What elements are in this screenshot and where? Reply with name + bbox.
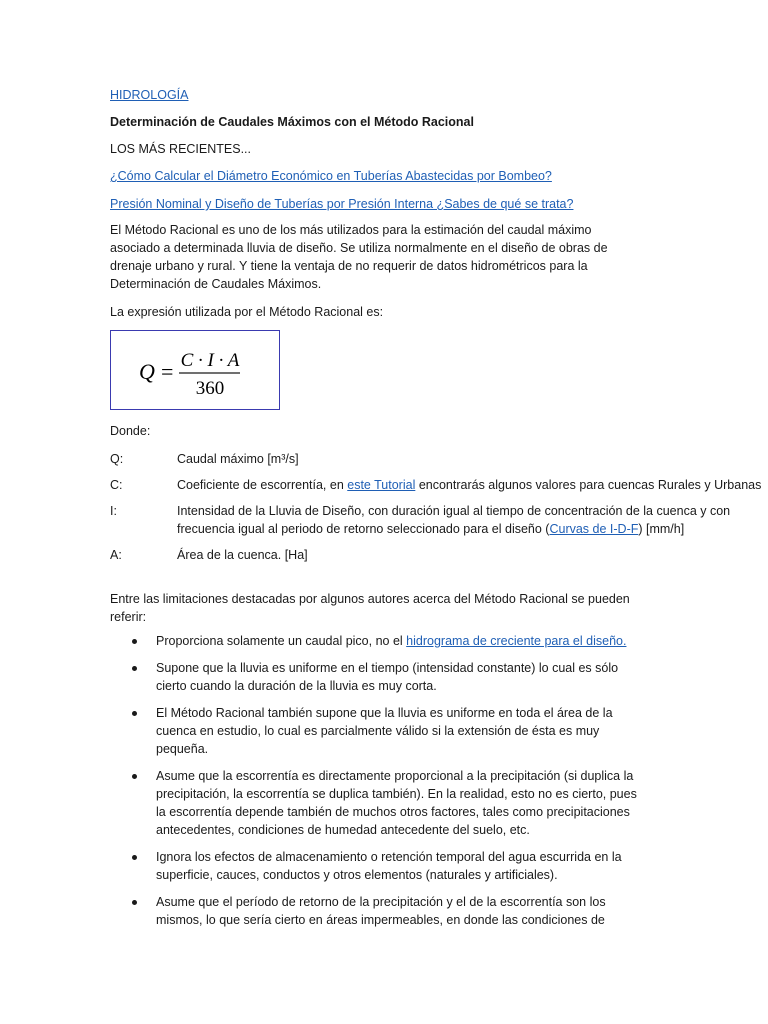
definition-text-q: Caudal máximo [m³/s] (177, 452, 299, 466)
limitation-5-bold: Ignora los efectos de almacenamiento o retención temporal (156, 850, 485, 864)
limitation-4-bold: Asume que la escorrentía es directamente proporcional a la precipitación (156, 769, 561, 783)
formula-equals: = (161, 359, 174, 384)
definition-text-c (177, 476, 768, 494)
formula-numerator: C · I · A (180, 350, 240, 371)
hydrograph-link[interactable]: hidrograma de creciente para el diseño. (406, 634, 627, 648)
limitations-intro: Entre las limitaciones destacadas por algunos autores acerca del Método Racional se pueden referir: (110, 592, 630, 624)
formula-box (110, 330, 280, 410)
definition-key-q: Q: (110, 452, 124, 466)
definition-text-i (177, 502, 767, 538)
expression-label: La expresión utilizada por el Método Racional es: (110, 305, 384, 319)
definition-c-post: encontrarás algunos valores para cuencas Rurales y Urbanas (415, 478, 762, 492)
recent-link-presion[interactable]: Presión Nominal y Diseño de Tuberías por Presión Interna ¿Sabes de qué se trata? (110, 197, 574, 211)
definition-i-pre: Intensidad de la Lluvia de Diseño, con duración igual al tiempo de concentración de la cuenca y con frecuencia igual al periodo de retorno seleccionado para el diseño ( (177, 504, 731, 536)
idf-curves-link[interactable]: Curvas de I-D-F (549, 522, 639, 536)
limitation-2-bold: Supone que la lluvia es uniforme en el tiempo (156, 661, 409, 675)
definition-key-c: C: (110, 478, 123, 492)
definition-key-i: I: (110, 504, 117, 518)
limitation-6-rest: lo que sería cierto en áreas impermeables, en donde las condiciones de (202, 913, 605, 927)
definition-i-post: ) [mm/h] (638, 522, 685, 536)
limitation-4-rest: (si duplica la precipitación, la escorrentía se duplica también). En la realidad, esto no es cierto, pues la escorrentía depende también de muchos otros factores, tales como precipitaciones antecedentes, condiciones de humedad antecedente del suelo, etc. (156, 769, 637, 837)
list-item (110, 659, 640, 695)
limitation-2-rest: (intensidad constante) lo cual es sólo cierto cuando la duración de la lluvia es muy corta. (156, 661, 619, 693)
list-item (110, 632, 640, 650)
list-item (110, 893, 640, 929)
limitation-1-text: Proporciona solamente un caudal pico, no el (156, 634, 407, 648)
rational-formula (111, 331, 281, 411)
formula-lhs: Q (139, 359, 155, 384)
list-item (110, 767, 640, 839)
list-item (110, 848, 640, 884)
limitation-5-rest: del agua escurrida en la superficie, cauces, conductos y otros elementos (naturales y artificiales). (156, 850, 622, 882)
limitations-list (110, 632, 640, 938)
formula-denominator: 360 (195, 378, 225, 399)
recent-label: LOS MÁS RECIENTES... (110, 142, 252, 156)
tutorial-link[interactable]: este Tutorial (347, 478, 416, 492)
list-item (110, 704, 640, 758)
intro-paragraph: El Método Racional es uno de los más utilizados para la estimación del caudal máximo asociado a determinada lluvia de diseño. Se utiliza normalmente en el diseño de obras de drenaje urbano y rural. Y tiene la ventaja de no requerir de datos hidrométricos para la Determinación de Caudales Máximos. (110, 223, 608, 291)
page-title: Determinación de Caudales Máximos con el Método Racional (110, 115, 474, 129)
limitation-6-bold: Asume que el período de retorno de la precipitación y el de la escorrentía son los mismos, (156, 895, 606, 927)
donde-label: Donde: (110, 424, 151, 438)
recent-link-diametro[interactable]: ¿Cómo Calcular el Diámetro Económico en Tuberías Abastecidas por Bombeo? (110, 169, 552, 183)
limitation-3-text: El Método Racional también supone que la lluvia es uniforme en toda el área de la cuenca en estudio, lo cual es parcialmente válido si la extensión de ésta es muy pequeña. (156, 706, 613, 756)
definition-key-a: A: (110, 548, 122, 562)
category-link-hidrologia[interactable]: HIDROLOGÍA (110, 88, 189, 102)
definition-text-a: Área de la cuenca. [Ha] (177, 548, 308, 562)
definition-c-pre: Coeficiente de escorrentía, en (177, 478, 348, 492)
